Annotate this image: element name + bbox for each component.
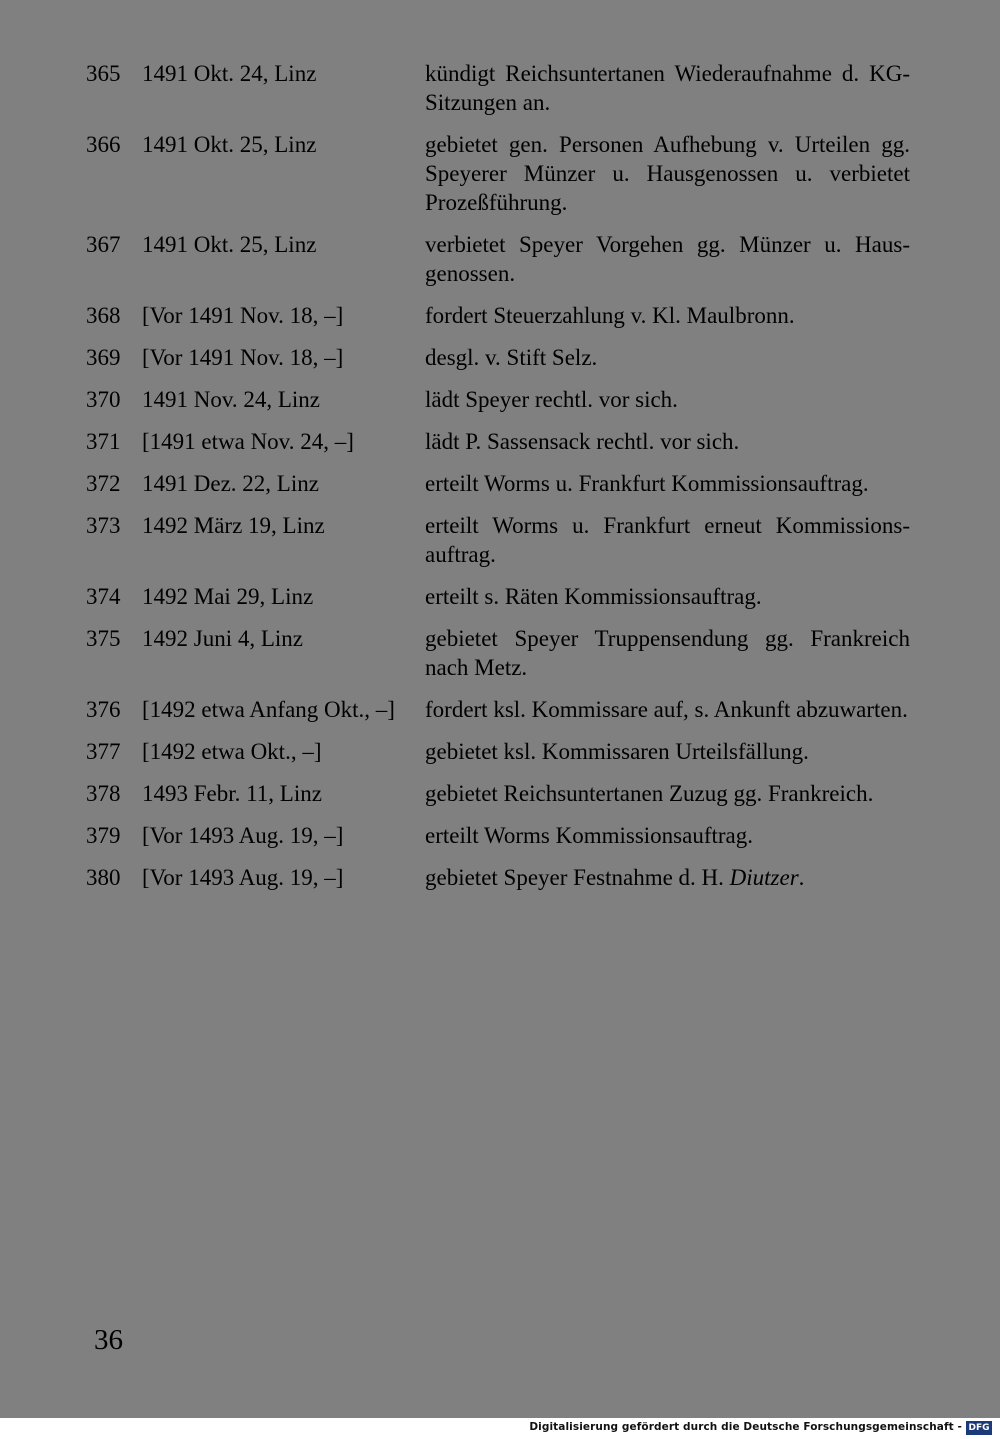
register-entry (86, 624, 910, 682)
entry-date: 1492 Juni 4, Linz (142, 626, 303, 651)
entry-description-text: verbietet Speyer Vorgehen gg. Münzer u. Hausgenossen. (425, 232, 910, 286)
entry-number: 376 (86, 697, 121, 722)
entry-number: 373 (86, 513, 121, 538)
entry-number: 377 (86, 739, 121, 764)
entry-date: 1491 Nov. 24, Linz (142, 387, 321, 412)
page-number: 36 (94, 1324, 123, 1356)
entry-description (425, 230, 910, 288)
register-entry (86, 695, 910, 724)
entry-description-text: fordert Steuerzahlung v. Kl. Maulbronn. (425, 303, 795, 328)
entry-date: 1491 Okt. 25, Linz (142, 132, 317, 157)
register-entry (86, 427, 910, 456)
entry-number: 368 (86, 303, 121, 328)
entry-description-text: fordert ksl. Kommissare auf, s. Ankunft abzuwarten. (425, 697, 908, 722)
register-entry (86, 821, 910, 850)
register-entries (86, 59, 910, 905)
entry-date: 1491 Okt. 25, Linz (142, 232, 317, 257)
register-entry (86, 779, 910, 808)
entry-date: [Vor 1491 Nov. 18, –] (142, 303, 344, 328)
entry-description (425, 511, 910, 569)
entry-description-text: erteilt Worms Kommissionsauftrag. (425, 823, 753, 848)
footer-bar (0, 1418, 1000, 1439)
register-entry (86, 737, 910, 766)
entry-date: 1491 Okt. 24, Linz (142, 61, 317, 86)
dfg-logo-icon: DFG (966, 1421, 992, 1435)
entry-description-text: erteilt s. Räten Kommissionsauftrag. (425, 584, 762, 609)
register-entry (86, 863, 910, 892)
entry-description-text: erteilt Worms u. Frankfurt erneut Kommissionsauftrag. (425, 513, 910, 567)
entry-number: 380 (86, 865, 121, 890)
register-entry (86, 130, 910, 217)
entry-description-text: gebietet Speyer Festnahme d. H. (425, 865, 730, 890)
register-entry (86, 59, 910, 117)
entry-description (425, 582, 910, 611)
entry-date: 1492 März 19, Linz (142, 513, 325, 538)
entry-description (425, 385, 910, 414)
entry-description-italic: Diutzer (729, 865, 799, 890)
entry-number: 379 (86, 823, 121, 848)
entry-date: [Vor 1491 Nov. 18, –] (142, 345, 344, 370)
register-entry (86, 301, 910, 330)
entry-date: 1493 Febr. 11, Linz (142, 781, 322, 806)
entry-description (425, 779, 910, 808)
register-entry (86, 469, 910, 498)
entry-number: 370 (86, 387, 121, 412)
entry-number: 365 (86, 61, 121, 86)
entry-description-text: gebietet gen. Personen Aufhebung v. Urteilen gg. Speyerer Münzer u. Hausgenossen u. verbietet Prozeßführung. (425, 132, 910, 215)
entry-description-text: erteilt Worms u. Frankfurt Kommissionsauftrag. (425, 471, 869, 496)
entry-description (425, 821, 910, 850)
entry-description (425, 427, 910, 456)
entry-description (425, 863, 910, 892)
entry-description-end: . (798, 865, 805, 890)
entry-date: [Vor 1493 Aug. 19, –] (142, 823, 344, 848)
entry-date: 1492 Mai 29, Linz (142, 584, 314, 609)
entry-description (425, 624, 910, 682)
register-entry (86, 385, 910, 414)
entry-date: 1491 Dez. 22, Linz (142, 471, 319, 496)
entry-number: 369 (86, 345, 121, 370)
register-entry (86, 230, 910, 288)
entry-description-text: kündigt Reichsuntertanen Wiederaufnahme d. KG-Sitzungen an. (425, 61, 910, 115)
entry-number: 367 (86, 232, 121, 257)
entry-description-text: gebietet Speyer Truppensendung gg. Frankreich nach Metz. (425, 626, 910, 680)
entry-description-text: gebietet Reichsuntertanen Zuzug gg. Frankreich. (425, 781, 874, 806)
entry-number: 375 (86, 626, 121, 651)
footer-credit: Digitalisierung gefördert durch die Deutsche Forschungsgemeinschaft - (529, 1421, 962, 1433)
entry-description (425, 301, 910, 330)
entry-description-text: lädt P. Sassensack rechtl. vor sich. (425, 429, 740, 454)
entry-date: [1491 etwa Nov. 24, –] (142, 429, 354, 454)
entry-description-text: gebietet ksl. Kommissaren Urteilsfällung. (425, 739, 809, 764)
entry-description (425, 343, 910, 372)
entry-description (425, 59, 910, 117)
register-entry (86, 511, 910, 569)
entry-description (425, 737, 910, 766)
register-entry (86, 343, 910, 372)
entry-number: 378 (86, 781, 121, 806)
entry-description (425, 130, 910, 217)
entry-description-text: lädt Speyer rechtl. vor sich. (425, 387, 678, 412)
entry-description (425, 469, 910, 498)
entry-description (425, 695, 910, 724)
entry-date: [Vor 1493 Aug. 19, –] (142, 865, 344, 890)
entry-number: 366 (86, 132, 121, 157)
entry-date: [1492 etwa Anfang Okt., –] (142, 697, 395, 722)
register-entry (86, 582, 910, 611)
entry-number: 372 (86, 471, 121, 496)
entry-number: 371 (86, 429, 121, 454)
entry-number: 374 (86, 584, 121, 609)
entry-date: [1492 etwa Okt., –] (142, 739, 322, 764)
entry-description-text: desgl. v. Stift Selz. (425, 345, 598, 370)
